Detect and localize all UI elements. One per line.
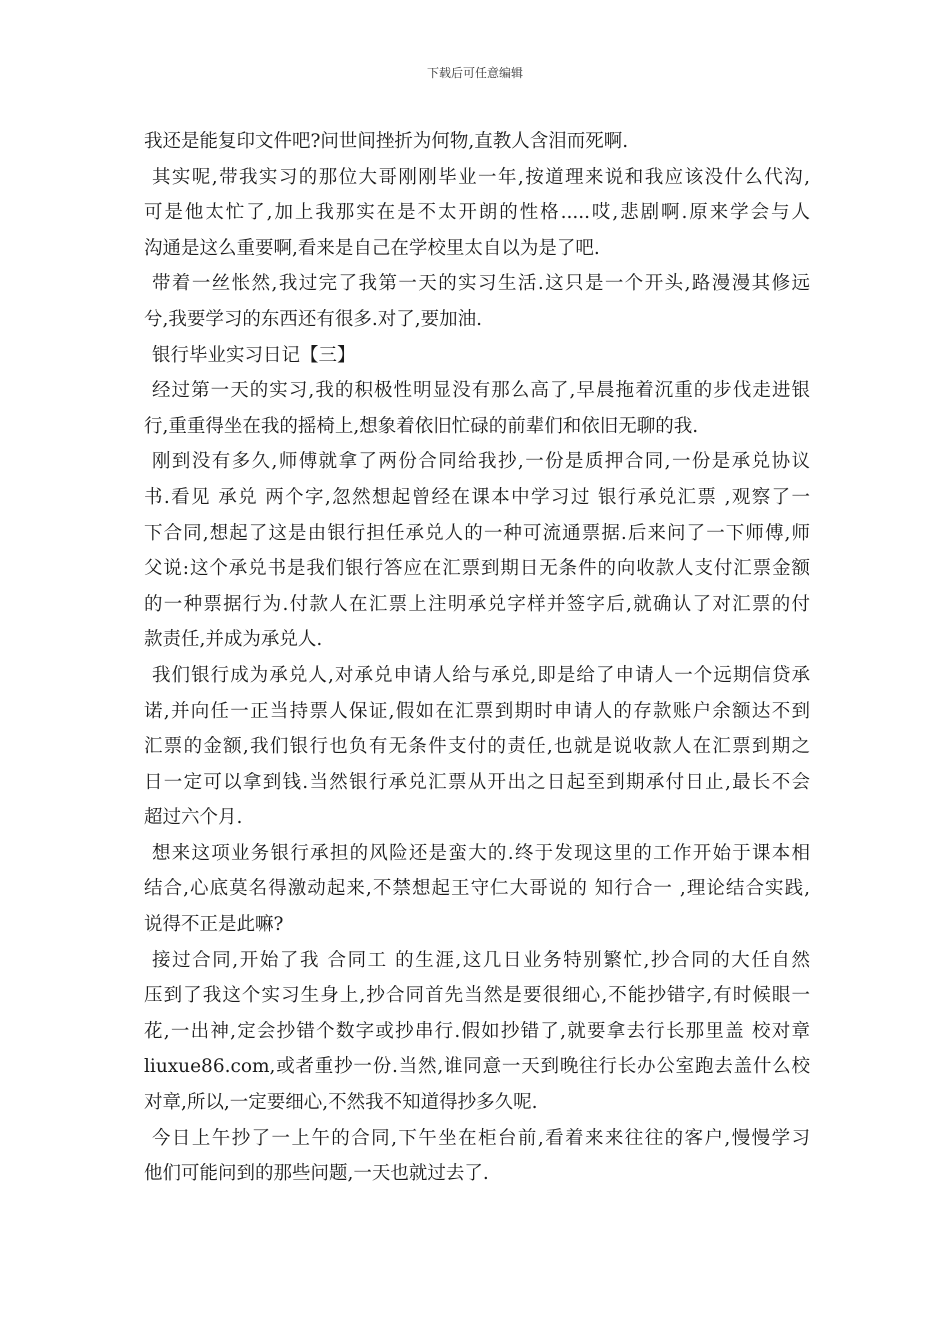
text-line: 其实呢,带我实习的那位大哥刚刚毕业一年,按道理来说和我应该没什么代沟, [152, 166, 810, 188]
text-line: 经过第一天的实习,我的积极性明显没有那么高了,早晨拖着沉重的步伐走进银 [152, 380, 810, 402]
text-line: 银行毕业实习日记【三】 [152, 344, 356, 366]
text-line: 我还是能复印文件吧?问世间挫折为何物,直教人含泪而死啊. [144, 131, 629, 152]
text-line: 结合,心底莫名得激动起来,不禁想起王守仁大哥说的 知行合一 ,理论结合实践, [144, 878, 810, 900]
text-line: 行,重重得坐在我的摇椅上,想象着依旧忙碌的前辈们和依旧无聊的我. [144, 415, 699, 437]
text-line: 他们可能问到的那些问题,一天也就过去了. [144, 1163, 489, 1185]
text-line: 诺,并向任一正当持票人保证,假如在汇票到期时申请人的存款账户余额达不到 [144, 700, 810, 722]
text-line: 想来这项业务银行承担的风险还是蛮大的.终于发现这里的工作开始于课本相 [152, 842, 810, 864]
text-line: 今日上午抄了一上午的合同,下午坐在柜台前,看着来来往往的客户,慢慢学习 [152, 1127, 810, 1149]
text-line: 接过合同,开始了我 合同工 的生涯,这几日业务特别繁忙,抄合同的大任自然 [152, 949, 810, 971]
text-line: 可是他太忙了,加上我那实在是不太开朗的性格.....哎,悲剧啊.原来学会与人 [144, 202, 810, 224]
text-line: 的一种票据行为.付款人在汇票上注明承兑字样并签字后,就确认了对汇票的付 [144, 593, 810, 615]
document-body [144, 124, 810, 1192]
text-line: 款责任,并成为承兑人. [144, 629, 323, 651]
text-line: 花,一出神,定会抄错个数字或抄串行.假如抄错了,就要拿去行长那里盖 校对章 [144, 1020, 810, 1042]
text-line: 兮,我要学习的东西还有很多.对了,要加油. [144, 308, 483, 330]
text-line: 父说:这个承兑书是我们银行答应在汇票到期日无条件的向收款人支付汇票金额 [144, 558, 810, 580]
text-line: 汇票的金额,我们银行也负有无条件支付的责任,也就是说收款人在汇票到期之 [144, 736, 810, 758]
text-line: 对章,所以,一定要细心,不然我不知道得抄多久呢. [144, 1092, 538, 1114]
text-line: 带着一丝怅然,我过完了我第一天的实习生活.这只是一个开头,路漫漫其修远 [152, 273, 810, 295]
text-line: 我们银行成为承兑人,对承兑申请人给与承兑,即是给了申请人一个远期信贷承 [152, 664, 810, 686]
text-line: 刚到没有多久,师傅就拿了两份合同给我抄,一份是质押合同,一份是承兑协议 [152, 451, 810, 473]
text-line: 超过六个月. [144, 807, 243, 829]
text-line: 日一定可以拿到钱.当然银行承兑汇票从开出之日起至到期承付日止,最长不会 [144, 771, 810, 793]
text-line: 沟通是这么重要啊,看来是自己在学校里太自以为是了吧. [144, 237, 600, 259]
page-header: 下载后可任意编辑 [426, 66, 523, 80]
text-line: 说得不正是此嘛? [144, 914, 284, 936]
text-line: 压到了我这个实习生身上,抄合同首先当然是要很细心,不能抄错字,有时候眼一 [144, 985, 810, 1007]
text-line: liuxue86.com,或者重抄一份.当然,谁同意一天到晚往行长办公室跑去盖什么校 [144, 1056, 810, 1078]
text-line: 下合同,想起了这是由银行担任承兑人的一种可流通票据.后来问了一下师傅,师 [144, 522, 810, 544]
text-line: 书.看见 承兑 两个字,忽然想起曾经在课本中学习过 银行承兑汇票 ,观察了一 [144, 486, 810, 508]
